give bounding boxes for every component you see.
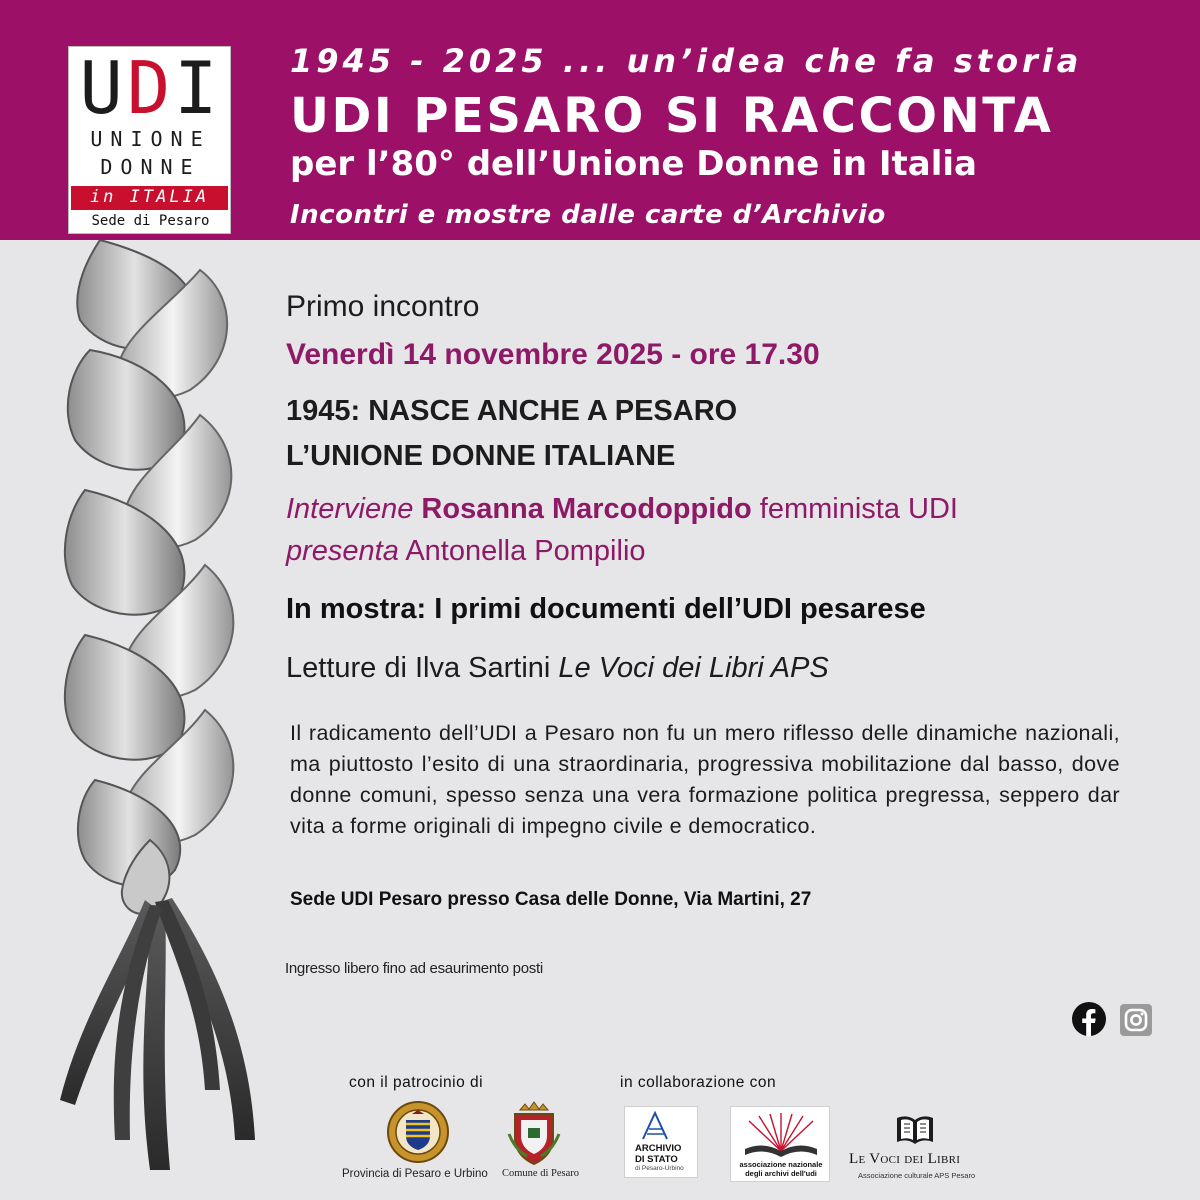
- speaker-name: Rosanna Marcodoppido: [421, 493, 752, 525]
- logo-letter-i: I: [174, 46, 222, 130]
- comune-caption: Comune di Pesaro: [502, 1168, 579, 1179]
- event-title-line1: 1945: NASCE ANCHE A PESARO: [286, 395, 738, 427]
- archivio-mark-icon: [639, 1111, 671, 1141]
- presenter-prefix: presenta: [286, 535, 399, 567]
- book-rays-icon: [741, 1113, 821, 1157]
- event-date: Venerdì 14 novembre 2025 - ore 17.30: [286, 338, 820, 371]
- logo-italia: in ITALIA: [89, 187, 210, 207]
- readings-group: Le Voci dei Libri APS: [558, 652, 829, 684]
- speaker-role: femminista UDI: [751, 493, 958, 525]
- logo-letter-d: D: [126, 46, 175, 130]
- logo-donne: DONNE: [100, 155, 201, 179]
- event-title-line2: L’UNIONE DONNE ITALIANE: [286, 440, 676, 472]
- logo-unione: UNIONE: [90, 127, 211, 151]
- instagram-icon[interactable]: [1120, 1004, 1152, 1036]
- logo-letter-u: U: [79, 46, 127, 130]
- assoc-text-2: degli archivi dell'udi: [745, 1169, 817, 1178]
- header-subtitle: per l’80° dell’Unione Donne in Italia: [290, 144, 977, 184]
- udi-logo: [68, 46, 231, 234]
- readings-prefix: Letture di Ilva Sartini: [286, 652, 559, 684]
- archivio-text-2: DI STATO: [635, 1154, 678, 1165]
- logo-sede: Sede di Pesaro: [91, 213, 210, 229]
- braid-artwork: [0, 240, 320, 1200]
- header-series: Incontri e mostre dalle carte d’Archivio: [290, 200, 886, 230]
- archivio-text-1: ARCHIVIO: [635, 1143, 682, 1154]
- open-book-icon: [895, 1110, 935, 1146]
- logo-italia-bar: [71, 186, 228, 210]
- entry-note: Ingresso libero fino ad esaurimento posti: [285, 960, 543, 977]
- voci-title: Le Voci dei Libri: [849, 1151, 961, 1167]
- provincia-caption: Provincia di Pesaro e Urbino: [342, 1168, 488, 1180]
- comune-crest-icon: [503, 1100, 565, 1168]
- voci-subtitle: Associazione culturale APS Pesaro: [858, 1171, 976, 1180]
- header-band: [0, 0, 1200, 240]
- speaker-prefix: Interviene: [286, 493, 414, 525]
- patronage-label: con il patrocinio di: [349, 1074, 484, 1091]
- archivio-logo: [624, 1106, 698, 1178]
- speaker-line: [286, 493, 958, 526]
- assoc-text-1: associazione nazionale: [739, 1160, 823, 1169]
- presenter-name: Antonella Pompilio: [398, 535, 646, 567]
- collaboration-label: in collaborazione con: [620, 1074, 777, 1091]
- event-label: Primo incontro: [286, 290, 480, 323]
- archivio-text-3: di Pesaro-Urbino: [635, 1165, 684, 1172]
- header-tagline: 1945 - 2025 ... un’idea che fa storia: [290, 42, 1083, 80]
- readings-line: [286, 652, 829, 685]
- header-title: UDI PESARO SI RACCONTA: [290, 88, 1054, 144]
- provincia-crest-icon: [386, 1100, 450, 1164]
- exhibition-line: In mostra: I primi documenti dell’UDI pesarese: [286, 593, 926, 625]
- logo-udi-letters: [69, 43, 232, 133]
- assoc-archivi-logo: [730, 1106, 830, 1182]
- facebook-icon[interactable]: [1072, 1002, 1106, 1036]
- venue-line: Sede UDI Pesaro presso Casa delle Donne, Via Martini, 27: [290, 889, 812, 910]
- presenter-line: [286, 535, 646, 568]
- event-description: Il radicamento dell’UDI a Pesaro non fu un mero riflesso delle dinamiche nazionali, ma piuttosto l’esito di una straordinaria, progressiva mobilitazione dal basso, dove donne comuni, spesso senza una vera formazione politica pregressa, seppero dar vita a forme originali di impegno civile e democratico.: [290, 721, 1120, 838]
